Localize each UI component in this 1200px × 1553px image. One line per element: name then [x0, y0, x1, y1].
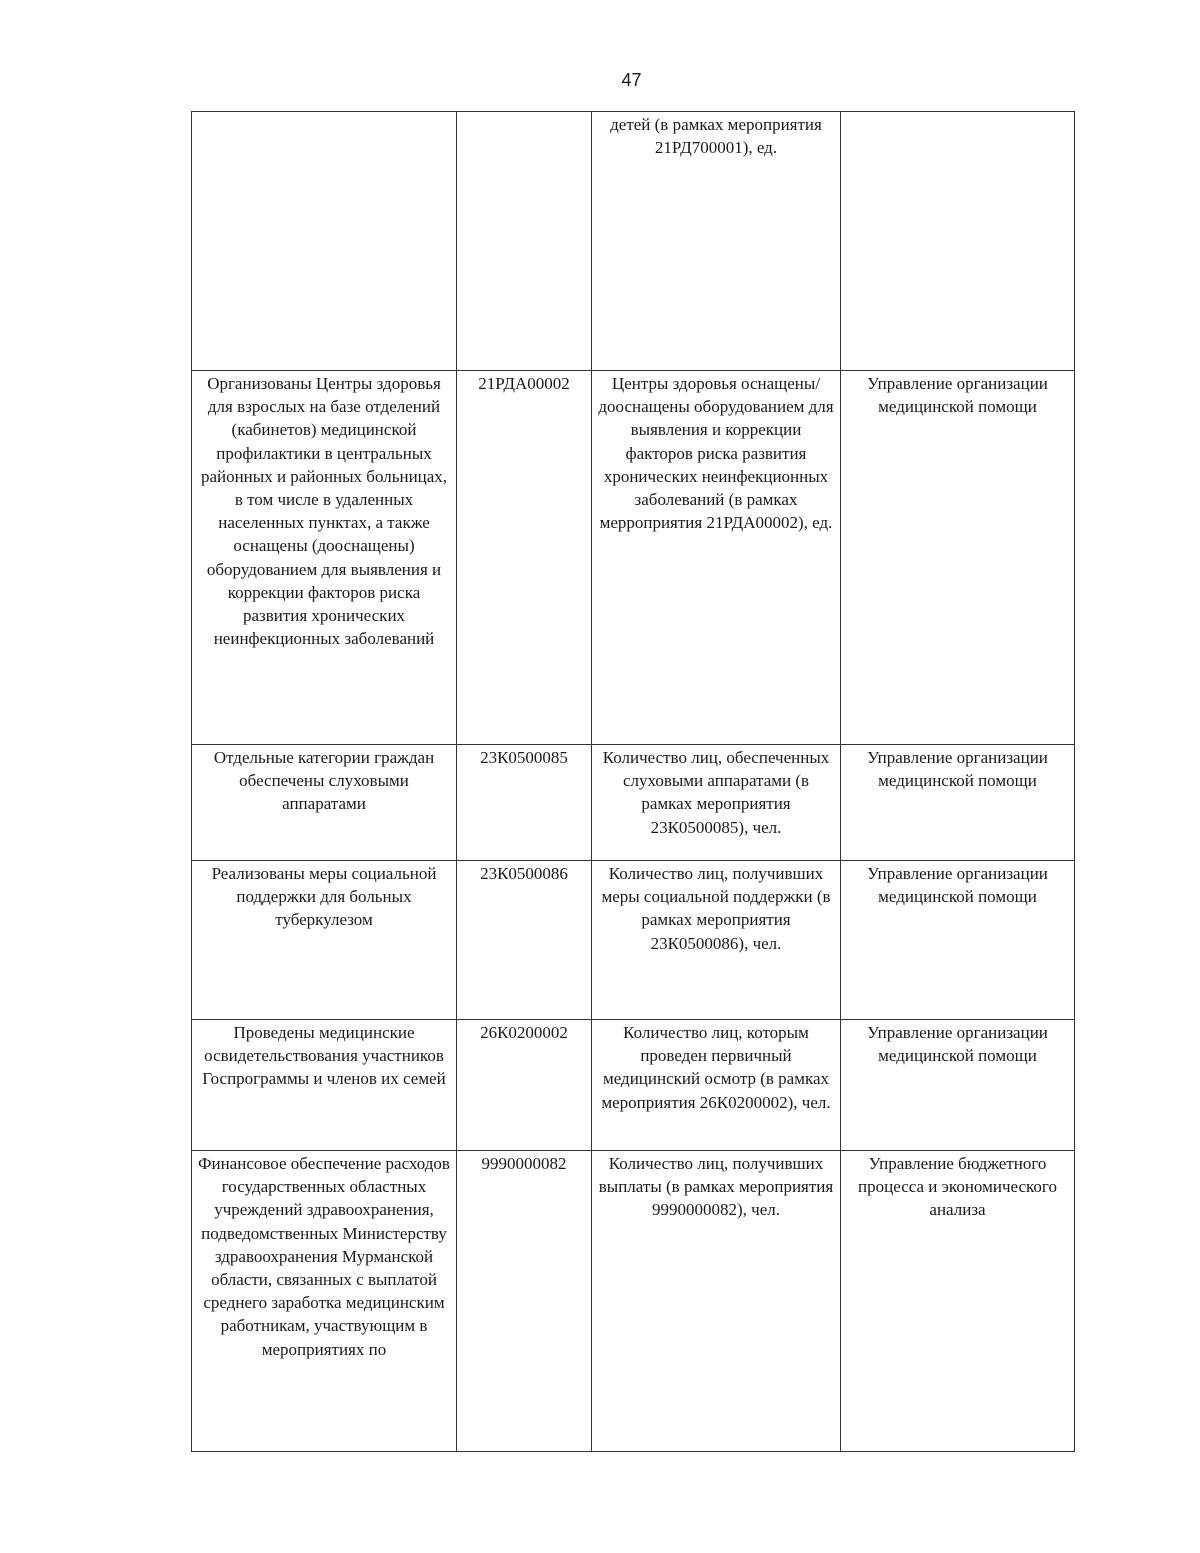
measures-table — [191, 111, 1075, 1452]
code-cell: 23К0500086 — [457, 861, 592, 1020]
code-cell: 26К0200002 — [457, 1020, 592, 1151]
table-row — [192, 112, 1075, 371]
page-number: 47 — [621, 70, 642, 90]
indicator-cell: Количество лиц, получивших меры социальной поддержки (в рамках мероприятия 23К0500086), чел. — [592, 861, 841, 1020]
table-row — [192, 1020, 1075, 1151]
table-row — [192, 861, 1075, 1020]
responsible-cell: Управление бюджетного процесса и экономического анализа — [841, 1151, 1075, 1452]
responsible-cell: Управление организации медицинской помощи — [841, 1020, 1075, 1151]
result-cell: Проведены медицинские освидетельствования участников Госпрограммы и членов их семей — [192, 1020, 457, 1151]
code-cell: 9990000082 — [457, 1151, 592, 1452]
code-cell: 23К0500085 — [457, 745, 592, 861]
result-cell: Финансовое обеспечение расходов государственных областных учреждений здравоохранения, подведомственных Министерству здравоохранения Мурманской области, связанных с выплатой среднего заработка медицинским работникам, участвующим в мероприятиях по — [192, 1151, 457, 1452]
result-cell — [192, 112, 457, 371]
indicator-cell: Количество лиц, которым проведен первичный медицинский осмотр (в рамках мероприятия 26К0200002), чел. — [592, 1020, 841, 1151]
indicator-cell: Количество лиц, обеспеченных слуховыми аппаратами (в рамках мероприятия 23К0500085), чел. — [592, 745, 841, 861]
table-row — [192, 745, 1075, 861]
code-cell: 21РДА00002 — [457, 371, 592, 745]
responsible-cell: Управление организации медицинской помощи — [841, 861, 1075, 1020]
responsible-cell — [841, 112, 1075, 371]
responsible-cell: Управление организации медицинской помощи — [841, 745, 1075, 861]
result-cell: Отдельные категории граждан обеспечены слуховыми аппаратами — [192, 745, 457, 861]
result-cell: Реализованы меры социальной поддержки для больных туберкулезом — [192, 861, 457, 1020]
indicator-cell: Количество лиц, получивших выплаты (в рамках мероприятия 9990000082), чел. — [592, 1151, 841, 1452]
code-cell — [457, 112, 592, 371]
table-row — [192, 371, 1075, 745]
indicator-cell: детей (в рамках мероприятия 21РД700001), ед. — [592, 112, 841, 371]
result-cell: Организованы Центры здоровья для взрослых на базе отделений (кабинетов) медицинской профилактики в центральных районных и районных больницах, в том числе в удаленных населенных пунктах, а также оснащены (дооснащены) оборудованием для выявления и коррекции факторов риска развития хронических неинфекционных заболеваний — [192, 371, 457, 745]
table-row — [192, 1151, 1075, 1452]
indicator-cell: Центры здоровья оснащены/дооснащены оборудованием для выявления и коррекции факторов риска развития хронических неинфекционных заболеваний (в рамках мерроприятия 21РДА00002), ед. — [592, 371, 841, 745]
responsible-cell: Управление организации медицинской помощи — [841, 371, 1075, 745]
